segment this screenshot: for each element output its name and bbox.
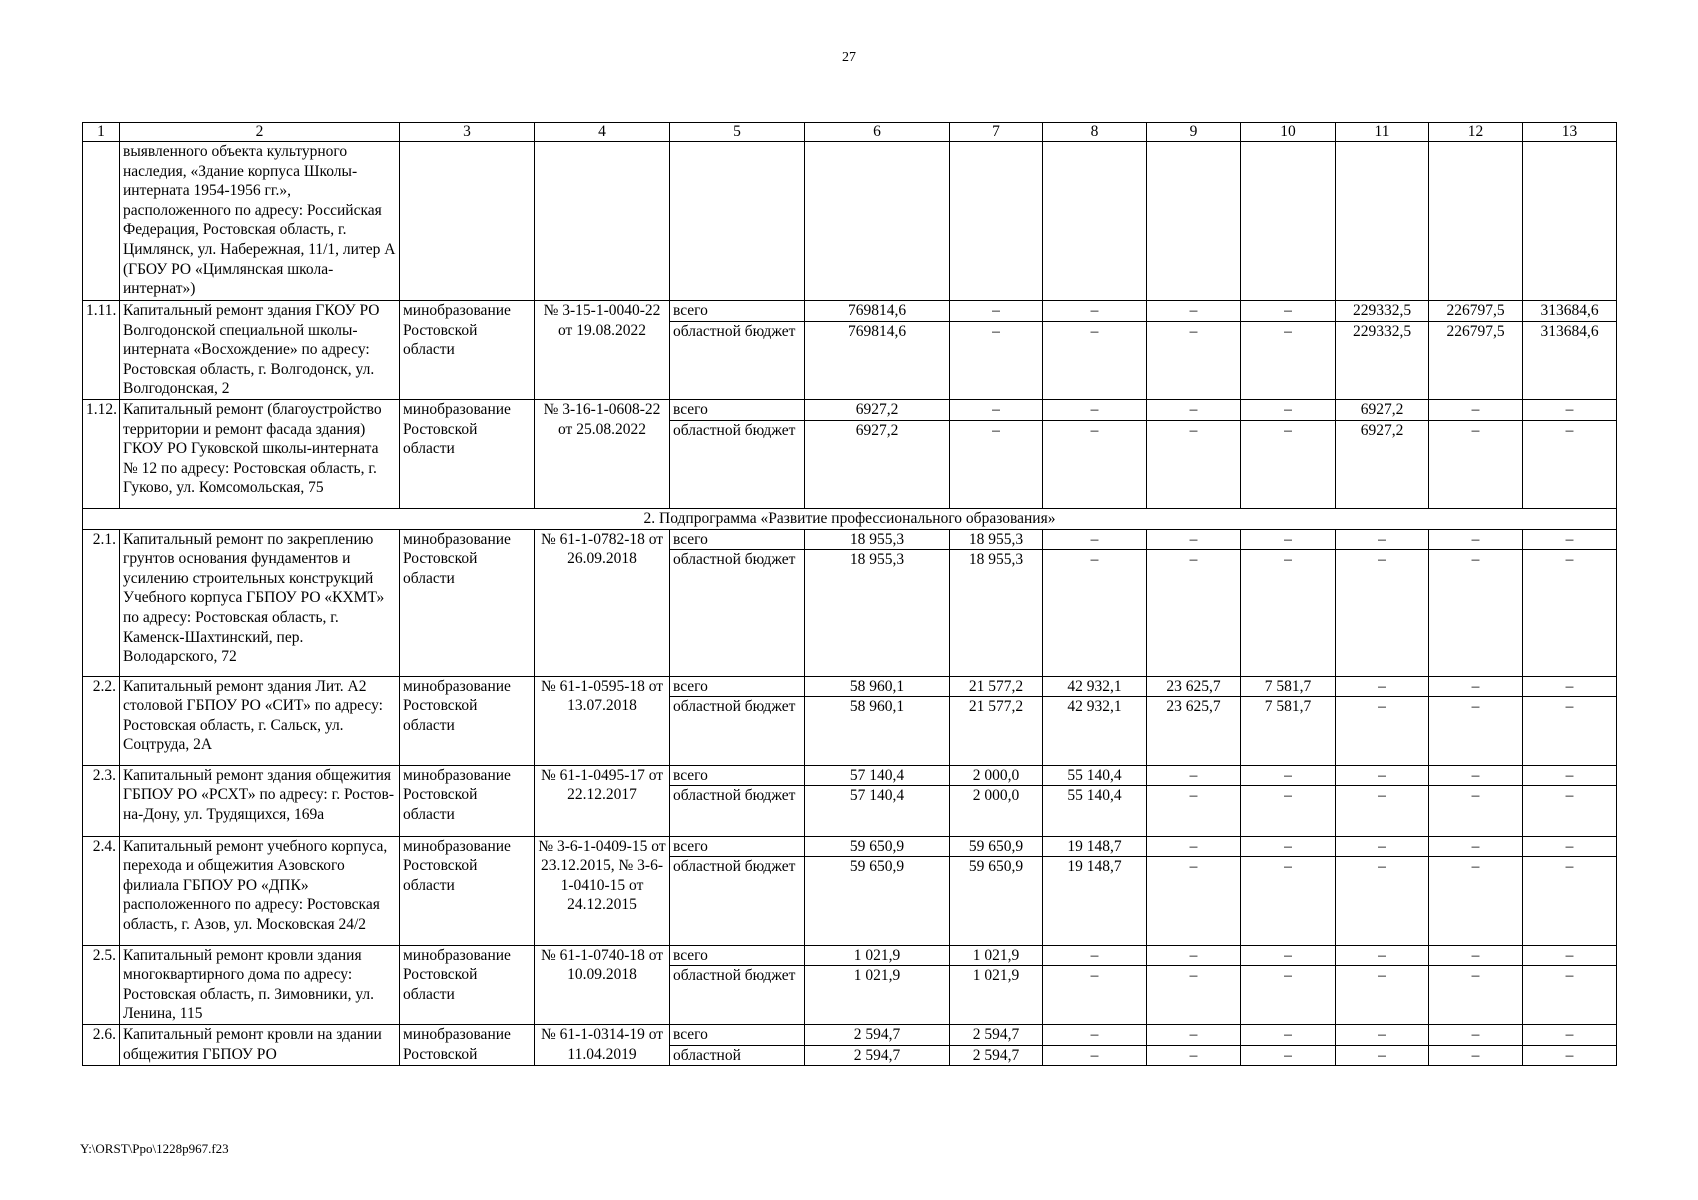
value-total: 7 581,7 (1241, 677, 1335, 698)
value-cell-col-8 (1043, 301, 1147, 400)
value-cell-col-11 (1336, 836, 1429, 945)
value-budget: – (1565, 858, 1574, 876)
row-department: минобразование Ростовской области (400, 676, 535, 765)
section-row (83, 508, 1617, 529)
value-cell-col-13 (1523, 765, 1617, 836)
row-number: 2.3. (83, 765, 120, 836)
value-total: – (1429, 837, 1522, 858)
value-budget: – (1378, 858, 1386, 876)
value-budget: – (1284, 967, 1292, 985)
value-budget: – (1090, 1046, 1099, 1064)
value-total: – (1147, 766, 1240, 787)
value-total: 58 960,1 (805, 677, 949, 698)
value-budget: 18 955,3 (968, 551, 1024, 569)
empty-cell (1043, 142, 1147, 301)
value-total: – (1241, 946, 1335, 967)
column-header-4: 4 (535, 123, 670, 142)
value-budget: – (1189, 787, 1198, 805)
row-funding-source (670, 765, 805, 836)
program-table (82, 122, 1617, 1066)
value-budget: – (1565, 1046, 1574, 1064)
value-cell-col-6 (805, 301, 950, 400)
value-cell-col-7 (950, 1024, 1043, 1065)
column-header-6: 6 (805, 123, 950, 142)
value-budget: – (1090, 322, 1099, 340)
value-total: 18 955,3 (950, 530, 1042, 551)
value-total: – (1429, 1025, 1522, 1046)
value-budget: – (1189, 1046, 1198, 1064)
row-document: № 3-6-1-0409-15 от 23.12.2015, № 3-6-1-0410-15 от 24.12.2015 (535, 836, 670, 945)
value-budget: 6927,2 (1360, 421, 1404, 439)
value-cell-col-10 (1241, 765, 1336, 836)
value-cell-col-12 (1429, 529, 1523, 676)
value-cell-col-8 (1043, 836, 1147, 945)
value-total: 23 625,7 (1147, 677, 1240, 698)
value-cell-col-8 (1043, 765, 1147, 836)
funding-source-total: всего (670, 400, 804, 421)
row-name: Капитальный ремонт здания общежития ГБПОУ РО «РСХТ» по адресу: г. Ростов-на-Дону, ул. Трудящихся, 169а (120, 765, 400, 836)
value-cell-col-7 (950, 529, 1043, 676)
value-budget: – (1471, 698, 1480, 716)
value-cell-col-6 (805, 836, 950, 945)
value-budget: 2 594,7 (972, 1046, 1020, 1064)
value-budget: 55 140,4 (1067, 787, 1122, 805)
value-total: – (1336, 946, 1428, 967)
value-total: – (1147, 400, 1240, 421)
value-total: 18 955,3 (805, 530, 949, 551)
value-cell-col-9 (1147, 399, 1241, 508)
value-total: – (1523, 400, 1616, 421)
value-cell-col-6 (805, 1024, 950, 1065)
column-header-1: 1 (83, 123, 120, 142)
value-cell-col-9 (1147, 836, 1241, 945)
funding-source-total: всего (670, 301, 804, 322)
value-budget: – (1284, 322, 1292, 340)
row-name: Капитальный ремонт (благоустройство территории и ремонт фасада здания) ГКОУ РО Гуковской школы-интерната № 12 по адресу: Ростовская область, г. Гуково, ул. Комсомольская, 75 (120, 399, 400, 508)
funding-source-budget: областной бюджет (673, 698, 796, 716)
value-budget: – (1189, 421, 1198, 439)
table-row (83, 676, 1617, 765)
value-total: 57 140,4 (805, 766, 949, 787)
value-budget: 1 021,9 (853, 967, 901, 985)
value-total: 1 021,9 (805, 946, 949, 967)
value-cell-col-8 (1043, 529, 1147, 676)
value-total: – (1043, 400, 1146, 421)
row-document: № 3-16-1-0608-22 от 25.08.2022 (535, 399, 670, 508)
value-total: 6927,2 (1336, 400, 1428, 421)
value-total: – (1429, 400, 1522, 421)
column-header-row (83, 123, 1617, 142)
value-total: 21 577,2 (950, 677, 1042, 698)
funding-source-total: всего (670, 1025, 804, 1046)
funding-source-budget: областной бюджет (673, 858, 796, 876)
value-budget: 57 140,4 (849, 787, 905, 805)
empty-cell (1147, 142, 1241, 301)
value-cell-col-6 (805, 529, 950, 676)
value-cell-col-9 (1147, 945, 1241, 1024)
funding-source-budget: областной бюджет (673, 421, 796, 439)
empty-cell (805, 142, 950, 301)
row-name: Капитальный ремонт кровли на здании общежития ГБПОУ РО (120, 1024, 400, 1065)
table-row-continuation (83, 142, 1617, 301)
empty-cell (1429, 142, 1523, 301)
value-total: – (1523, 837, 1616, 858)
row-name: Капитальный ремонт учебного корпуса, перехода и общежития Азовского филиала ГБПОУ РО «ДПК» расположенного по адресу: Ростовская область, г. Азов, ул. Московская 24/2 (120, 836, 400, 945)
value-cell-col-7 (950, 945, 1043, 1024)
table-row (83, 1024, 1617, 1065)
value-total: 42 932,1 (1043, 677, 1146, 698)
value-cell-col-12 (1429, 676, 1523, 765)
value-cell-col-8 (1043, 676, 1147, 765)
value-budget: – (1284, 858, 1292, 876)
value-cell-col-8 (1043, 399, 1147, 508)
value-budget: – (1189, 322, 1198, 340)
value-total: – (1523, 766, 1616, 787)
column-header-9: 9 (1147, 123, 1241, 142)
value-budget: 59 650,9 (968, 858, 1024, 876)
value-budget: – (1189, 551, 1198, 569)
value-cell-col-13 (1523, 676, 1617, 765)
value-budget: – (1189, 858, 1198, 876)
value-cell-col-6 (805, 676, 950, 765)
value-cell-col-12 (1429, 301, 1523, 400)
value-total: 226797,5 (1429, 301, 1522, 322)
value-cell-col-7 (950, 836, 1043, 945)
value-total: – (1336, 530, 1428, 551)
row-number: 1.11. (83, 301, 120, 400)
row-department: минобразование Ростовской области (400, 765, 535, 836)
value-total: 2 594,7 (805, 1025, 949, 1046)
value-budget: 6927,2 (855, 421, 899, 439)
value-budget: 42 932,1 (1067, 698, 1122, 716)
funding-source-budget: областной бюджет (673, 967, 796, 985)
value-cell-col-7 (950, 399, 1043, 508)
value-total: – (1241, 1025, 1335, 1046)
row-document: № 61-1-0495-17 от 22.12.2017 (535, 765, 670, 836)
value-cell-col-6 (805, 765, 950, 836)
value-total: – (1429, 677, 1522, 698)
row-number: 2.2. (83, 676, 120, 765)
row-funding-source (670, 945, 805, 1024)
row-department: минобразование Ростовской области (400, 399, 535, 508)
value-budget: 2 000,0 (972, 787, 1020, 805)
value-budget: 58 960,1 (849, 698, 905, 716)
column-header-12: 12 (1429, 123, 1523, 142)
empty-cell (1523, 142, 1617, 301)
row-funding-source (670, 1024, 805, 1065)
column-header-3: 3 (400, 123, 535, 142)
value-total: – (1043, 1025, 1146, 1046)
value-budget: 313684,6 (1540, 322, 1599, 340)
value-budget: 1 021,9 (972, 967, 1020, 985)
row-document: № 3-15-1-0040-22 от 19.08.2022 (535, 301, 670, 400)
value-budget: – (1090, 551, 1099, 569)
value-cell-col-6 (805, 399, 950, 508)
value-total: – (950, 301, 1042, 322)
column-header-2: 2 (120, 123, 400, 142)
value-cell-col-11 (1336, 399, 1429, 508)
value-total: 59 650,9 (805, 837, 949, 858)
funding-source-budget: областной (673, 1046, 741, 1064)
value-budget: – (1471, 967, 1480, 985)
row-department: минобразование Ростовской области (400, 529, 535, 676)
value-total: – (1336, 1025, 1428, 1046)
row-number (83, 142, 120, 301)
table-row (83, 399, 1617, 508)
value-budget: 59 650,9 (849, 858, 905, 876)
row-funding-source (670, 676, 805, 765)
value-total: – (1523, 946, 1616, 967)
value-total: – (1336, 677, 1428, 698)
value-total: – (1241, 530, 1335, 551)
value-total: 313684,6 (1523, 301, 1616, 322)
value-budget: – (1471, 551, 1480, 569)
value-cell-col-9 (1147, 765, 1241, 836)
value-cell-col-13 (1523, 836, 1617, 945)
row-number: 2.5. (83, 945, 120, 1024)
value-cell-col-13 (1523, 945, 1617, 1024)
value-total: 6927,2 (805, 400, 949, 421)
row-document: № 61-1-0314-19 от 11.04.2019 (535, 1024, 670, 1065)
value-total: – (1429, 946, 1522, 967)
value-budget: – (1378, 787, 1386, 805)
value-cell-col-10 (1241, 301, 1336, 400)
table-row (83, 945, 1617, 1024)
value-total: 55 140,4 (1043, 766, 1146, 787)
value-total: – (1241, 400, 1335, 421)
table-row (83, 529, 1617, 676)
value-total: – (1043, 530, 1146, 551)
value-budget: – (1565, 967, 1574, 985)
column-header-8: 8 (1043, 123, 1147, 142)
value-cell-col-12 (1429, 945, 1523, 1024)
value-total: – (1523, 1025, 1616, 1046)
row-funding-source (670, 301, 805, 400)
value-cell-col-9 (1147, 529, 1241, 676)
value-total: 2 000,0 (950, 766, 1042, 787)
value-cell-col-10 (1241, 399, 1336, 508)
value-cell-col-7 (950, 301, 1043, 400)
value-budget: 2 594,7 (853, 1046, 901, 1064)
column-header-5: 5 (670, 123, 805, 142)
value-budget: – (1471, 787, 1480, 805)
page-number: 27 (842, 50, 856, 65)
column-header-7: 7 (950, 123, 1043, 142)
value-budget: – (1471, 858, 1480, 876)
funding-source-budget: областной бюджет (673, 322, 796, 340)
value-cell-col-11 (1336, 945, 1429, 1024)
funding-source-total: всего (670, 677, 804, 698)
value-total: – (1043, 946, 1146, 967)
value-cell-col-10 (1241, 529, 1336, 676)
value-total: 229332,5 (1336, 301, 1428, 322)
value-total: – (1429, 530, 1522, 551)
empty-cell (1241, 142, 1336, 301)
row-document: № 61-1-0595-18 от 13.07.2018 (535, 676, 670, 765)
row-document: № 61-1-0740-18 от 10.09.2018 (535, 945, 670, 1024)
empty-cell (1336, 142, 1429, 301)
value-cell-col-13 (1523, 301, 1617, 400)
row-name: Капитальный ремонт здания ГКОУ РО Волгодонской специальной школы-интерната «Восхождение» по адресу: Ростовская область, г. Волгодонск, ул. Волгодонская, 2 (120, 301, 400, 400)
row-funding-source (670, 399, 805, 508)
value-cell-col-6 (805, 945, 950, 1024)
value-cell-col-12 (1429, 399, 1523, 508)
funding-source-budget: областной бюджет (673, 787, 796, 805)
value-budget: – (1090, 967, 1099, 985)
value-budget: – (1284, 1046, 1292, 1064)
value-budget: – (1378, 1046, 1386, 1064)
value-total: – (1043, 301, 1146, 322)
value-budget: 19 148,7 (1067, 858, 1122, 876)
value-cell-col-10 (1241, 1024, 1336, 1065)
value-cell-col-10 (1241, 945, 1336, 1024)
row-name: Капитальный ремонт по закреплению грунтов основания фундаментов и усилению строительных конструкций Учебного корпуса ГБПОУ РО «КХМТ» по адресу: Ростовская область, г. Каменск-Шахтинский, пер. Володарского, 72 (120, 529, 400, 676)
value-total: – (1336, 766, 1428, 787)
section-title: 2. Подпрограмма «Развитие профессионального образования» (83, 508, 1617, 529)
value-total: – (1147, 530, 1240, 551)
value-budget: – (1471, 421, 1480, 439)
value-cell-col-9 (1147, 676, 1241, 765)
value-cell-col-11 (1336, 676, 1429, 765)
funding-source-total: всего (670, 766, 804, 787)
value-budget: – (1090, 421, 1099, 439)
value-cell-col-13 (1523, 529, 1617, 676)
value-budget: 21 577,2 (968, 698, 1024, 716)
value-budget: – (1565, 698, 1574, 716)
value-cell-col-7 (950, 676, 1043, 765)
row-funding-source (670, 529, 805, 676)
value-budget: 226797,5 (1446, 322, 1505, 340)
value-budget: 229332,5 (1352, 322, 1412, 340)
value-cell-col-9 (1147, 1024, 1241, 1065)
value-cell-col-13 (1523, 399, 1617, 508)
value-cell-col-13 (1523, 1024, 1617, 1065)
value-budget: – (1378, 551, 1386, 569)
value-budget: 7 581,7 (1264, 698, 1312, 716)
value-budget: – (1378, 967, 1386, 985)
value-total: – (1429, 766, 1522, 787)
value-budget: 18 955,3 (849, 551, 905, 569)
value-budget: – (992, 322, 1000, 340)
value-cell-col-12 (1429, 1024, 1523, 1065)
table-row (83, 301, 1617, 400)
value-budget: – (992, 421, 1000, 439)
value-total: 769814,6 (805, 301, 949, 322)
value-budget: – (1565, 551, 1574, 569)
row-department: минобразование Ростовской области (400, 301, 535, 400)
value-cell-col-10 (1241, 676, 1336, 765)
funding-source-budget: областной бюджет (673, 551, 796, 569)
row-document: № 61-1-0782-18 от 26.09.2018 (535, 529, 670, 676)
column-header-10: 10 (1241, 123, 1336, 142)
footer-file-path: Y:\ORST\Ppo\1228p967.f23 (80, 1141, 229, 1156)
value-budget: – (1565, 421, 1574, 439)
row-name: Капитальный ремонт здания Лит. А2 столовой ГБПОУ РО «СИТ» по адресу: Ростовская область, г. Сальск, ул. Соцтруда, 2А (120, 676, 400, 765)
row-department: минобразование Ростовской (400, 1024, 535, 1065)
value-total: – (1241, 301, 1335, 322)
empty-cell (670, 142, 805, 301)
value-total: 59 650,9 (950, 837, 1042, 858)
row-name: выявленного объекта культурного наследия, «Здание корпуса Школы-интерната 1954-1956 гг.», расположенного по адресу: Российская Федерация, Ростовская область, г. Цимлянск, ул. Набережная, 11/1, литер А (ГБОУ РО «Цимлянская школа-интернат») (120, 142, 400, 301)
row-funding-source (670, 836, 805, 945)
funding-source-total: всего (670, 837, 804, 858)
value-cell-col-8 (1043, 1024, 1147, 1065)
row-department: минобразование Ростовской области (400, 945, 535, 1024)
value-cell-col-11 (1336, 765, 1429, 836)
funding-source-total: всего (670, 530, 804, 551)
empty-cell (400, 142, 535, 301)
value-budget: – (1284, 787, 1292, 805)
value-budget: – (1189, 967, 1198, 985)
value-total: – (1523, 530, 1616, 551)
value-total: – (1147, 1025, 1240, 1046)
table-row (83, 765, 1617, 836)
value-total: – (1147, 301, 1240, 322)
row-number: 2.1. (83, 529, 120, 676)
value-budget: 23 625,7 (1166, 698, 1221, 716)
value-budget: – (1565, 787, 1574, 805)
value-budget: – (1471, 1046, 1480, 1064)
value-total: – (1147, 837, 1240, 858)
row-department: минобразование Ростовской области (400, 836, 535, 945)
empty-cell (535, 142, 670, 301)
value-cell-col-8 (1043, 945, 1147, 1024)
column-header-13: 13 (1523, 123, 1617, 142)
value-cell-col-10 (1241, 836, 1336, 945)
value-total: – (1241, 766, 1335, 787)
value-total: – (950, 400, 1042, 421)
value-total: 1 021,9 (950, 946, 1042, 967)
funding-source-total: всего (670, 946, 804, 967)
value-budget: 769814,6 (847, 322, 907, 340)
value-cell-col-12 (1429, 765, 1523, 836)
value-cell-col-11 (1336, 1024, 1429, 1065)
value-total: – (1336, 837, 1428, 858)
value-total: – (1523, 677, 1616, 698)
value-total: 19 148,7 (1043, 837, 1146, 858)
row-name: Капитальный ремонт кровли здания многоквартирного дома по адресу: Ростовская область, п. Зимовники, ул. Ленина, 115 (120, 945, 400, 1024)
table-row (83, 836, 1617, 945)
value-cell-col-11 (1336, 301, 1429, 400)
row-number: 2.6. (83, 1024, 120, 1065)
row-number: 2.4. (83, 836, 120, 945)
value-total: – (1147, 946, 1240, 967)
value-budget: – (1284, 551, 1292, 569)
value-cell-col-12 (1429, 836, 1523, 945)
value-total: 2 594,7 (950, 1025, 1042, 1046)
value-budget: – (1284, 421, 1292, 439)
value-cell-col-9 (1147, 301, 1241, 400)
column-header-11: 11 (1336, 123, 1429, 142)
value-cell-col-11 (1336, 529, 1429, 676)
row-number: 1.12. (83, 399, 120, 508)
empty-cell (950, 142, 1043, 301)
value-budget: – (1378, 698, 1386, 716)
value-cell-col-7 (950, 765, 1043, 836)
value-total: – (1241, 837, 1335, 858)
